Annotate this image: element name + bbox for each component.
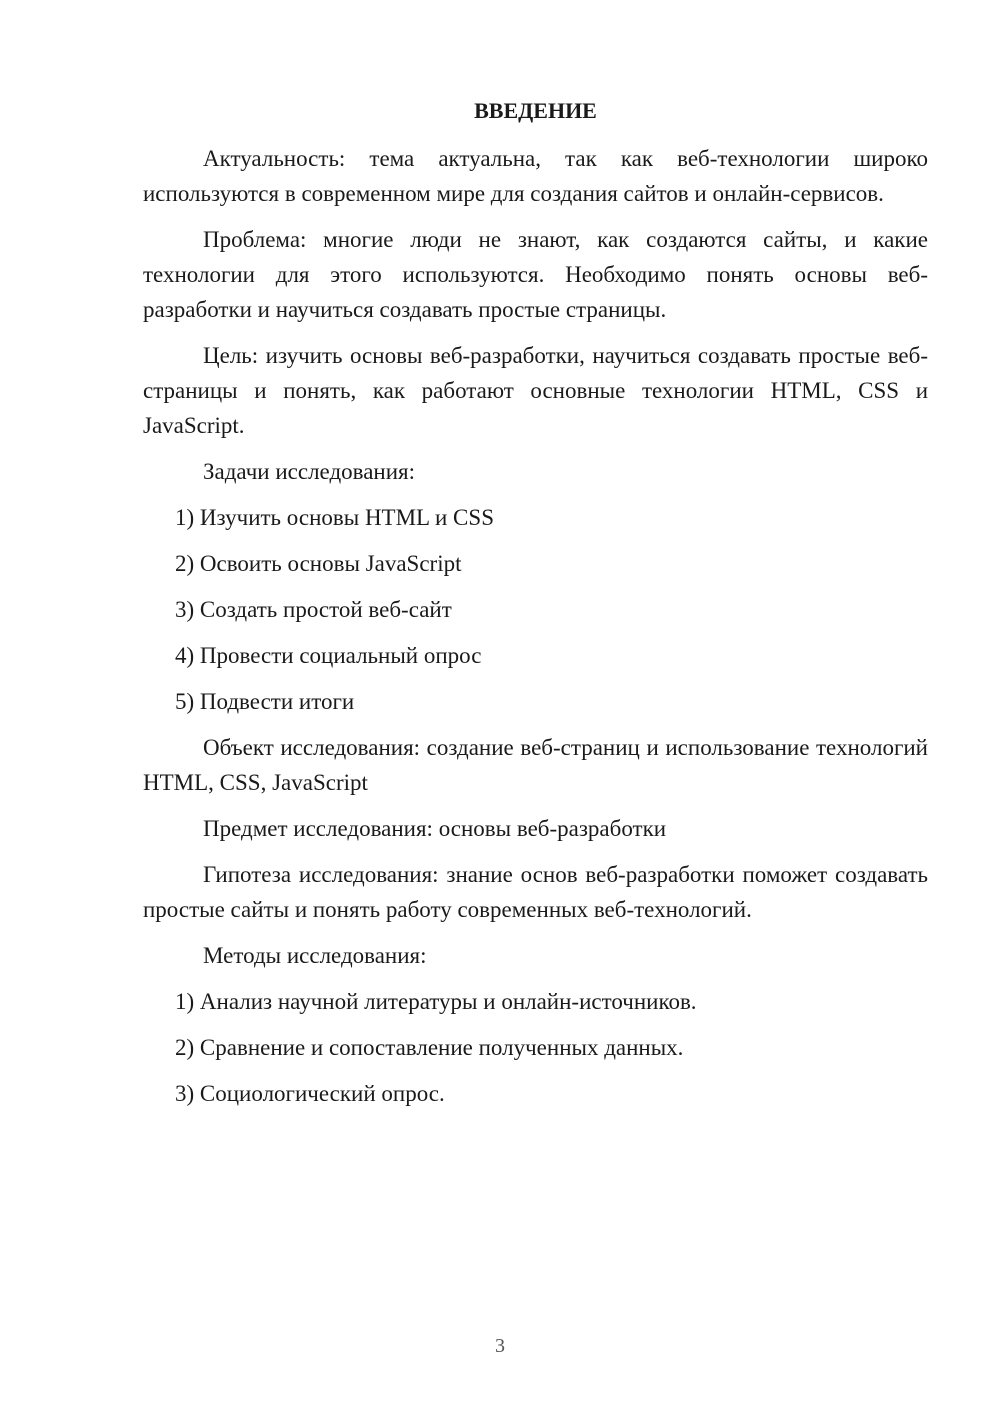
hypothesis-paragraph: Гипотеза исследования: знание основ веб-разработки поможет создавать простые сайты и понять работу современных веб-технологий.: [143, 862, 928, 922]
list-item: 4) Провести социальный опрос: [175, 643, 482, 668]
section-heading: ВВЕДЕНИЕ: [474, 98, 597, 123]
list-item: 2) Сравнение и сопоставление полученных данных.: [175, 1035, 684, 1060]
tasks-list: [143, 500, 928, 719]
subject-paragraph: Предмет исследования: основы веб-разработки: [203, 816, 667, 841]
methods-list: [143, 984, 928, 1111]
relevance-paragraph: Актуальность: тема актуальна, так как веб-технологии широко используются в современном мире для создания сайтов и онлайн-сервисов.: [143, 146, 928, 206]
list-item: 2) Освоить основы JavaScript: [175, 551, 462, 576]
tasks-title: Задачи исследования:: [203, 459, 416, 484]
document-body: [143, 94, 928, 1122]
list-item: 3) Создать простой веб-сайт: [175, 597, 452, 622]
problem-paragraph: Проблема: многие люди не знают, как создаются сайты, и какие технологии для этого используются. Необходимо понять основы веб-разработки и научиться создавать простые страницы.: [143, 227, 928, 322]
page-number: 3: [495, 1335, 505, 1357]
list-item: 5) Подвести итоги: [175, 689, 355, 714]
goal-paragraph: Цель: изучить основы веб-разработки, научиться создавать простые веб-страницы и понять, как работают основные технологии HTML, CSS и JavaScript.: [143, 343, 928, 438]
list-item: 1) Анализ научной литературы и онлайн-источников.: [175, 989, 697, 1014]
list-item: 3) Социологический опрос.: [175, 1081, 445, 1106]
methods-title: Методы исследования:: [203, 943, 427, 968]
object-paragraph: Объект исследования: создание веб-страниц и использование технологий HTML, CSS, JavaScript: [143, 735, 928, 795]
list-item: 1) Изучить основы HTML и CSS: [175, 505, 494, 530]
